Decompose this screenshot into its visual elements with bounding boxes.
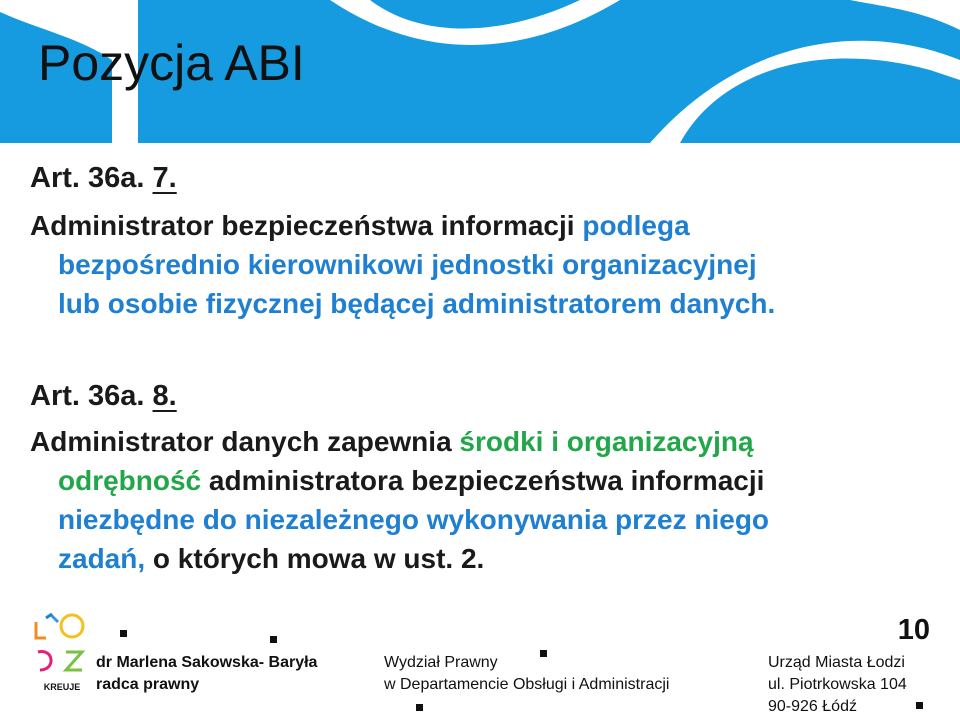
article-heading-1: [30, 164, 177, 193]
paragraph-line: [30, 284, 940, 323]
article-heading-number: 7.: [152, 162, 177, 194]
paragraph-line: [30, 539, 940, 578]
office-name: Urząd Miasta Łodzi: [768, 654, 905, 671]
text-run: odrębność: [58, 465, 202, 496]
decorative-dot: [416, 704, 423, 711]
page-number: 10: [897, 614, 930, 646]
article-heading-2: [30, 382, 177, 411]
footer-author: [96, 652, 317, 696]
text-run: Administrator danych zapewnia: [30, 426, 460, 457]
decorative-dot: [270, 636, 277, 643]
lodz-kreuje-logo: [28, 604, 100, 694]
article-paragraph-2: [30, 422, 940, 578]
office-street: ul. Piotrkowska 104: [768, 676, 907, 693]
author-title: radca prawny: [96, 676, 200, 693]
text-run: lub osobie fizycznej będącej administratorem danych.: [58, 288, 776, 319]
footer-office: [768, 652, 907, 718]
text-run: administratora bezpieczeństwa informacji: [201, 465, 765, 496]
text-run: o których mowa w ust. 2.: [145, 543, 485, 574]
footer-department: [384, 652, 669, 696]
text-run: Administrator bezpieczeństwa informacji: [30, 210, 583, 241]
slide-title: Pozycja ABI: [38, 35, 305, 91]
paragraph-line: [30, 245, 940, 284]
article-heading-number: 8.: [152, 380, 177, 412]
decorative-dot: [120, 630, 127, 637]
decorative-dot: [916, 702, 923, 709]
article-heading-prefix: Art. 36a.: [30, 162, 145, 194]
office-postcode: 90-926 Łódź: [768, 698, 857, 715]
department-name: Wydział Prawny: [384, 654, 498, 671]
department-sub: w Departamencie Obsługi i Administracji: [384, 676, 670, 693]
text-run: niezbędne do niezależnego wykonywania przez niego: [58, 504, 770, 535]
logo-caption: KREUJE: [43, 682, 81, 692]
text-run: podlega: [582, 210, 690, 241]
text-run: środki i organizacyjną: [459, 426, 754, 457]
article-heading-prefix: Art. 36a.: [30, 380, 145, 412]
article-paragraph-1: [30, 206, 940, 323]
paragraph-line: [30, 422, 940, 461]
paragraph-line: [30, 500, 940, 539]
author-name: dr Marlena Sakowska- Baryła: [96, 654, 318, 671]
text-run: bezpośrednio kierownikowi jednostki organizacyjnej: [58, 249, 757, 280]
paragraph-line: [30, 206, 940, 245]
text-run: zadań,: [58, 543, 146, 574]
paragraph-line: [30, 461, 940, 500]
